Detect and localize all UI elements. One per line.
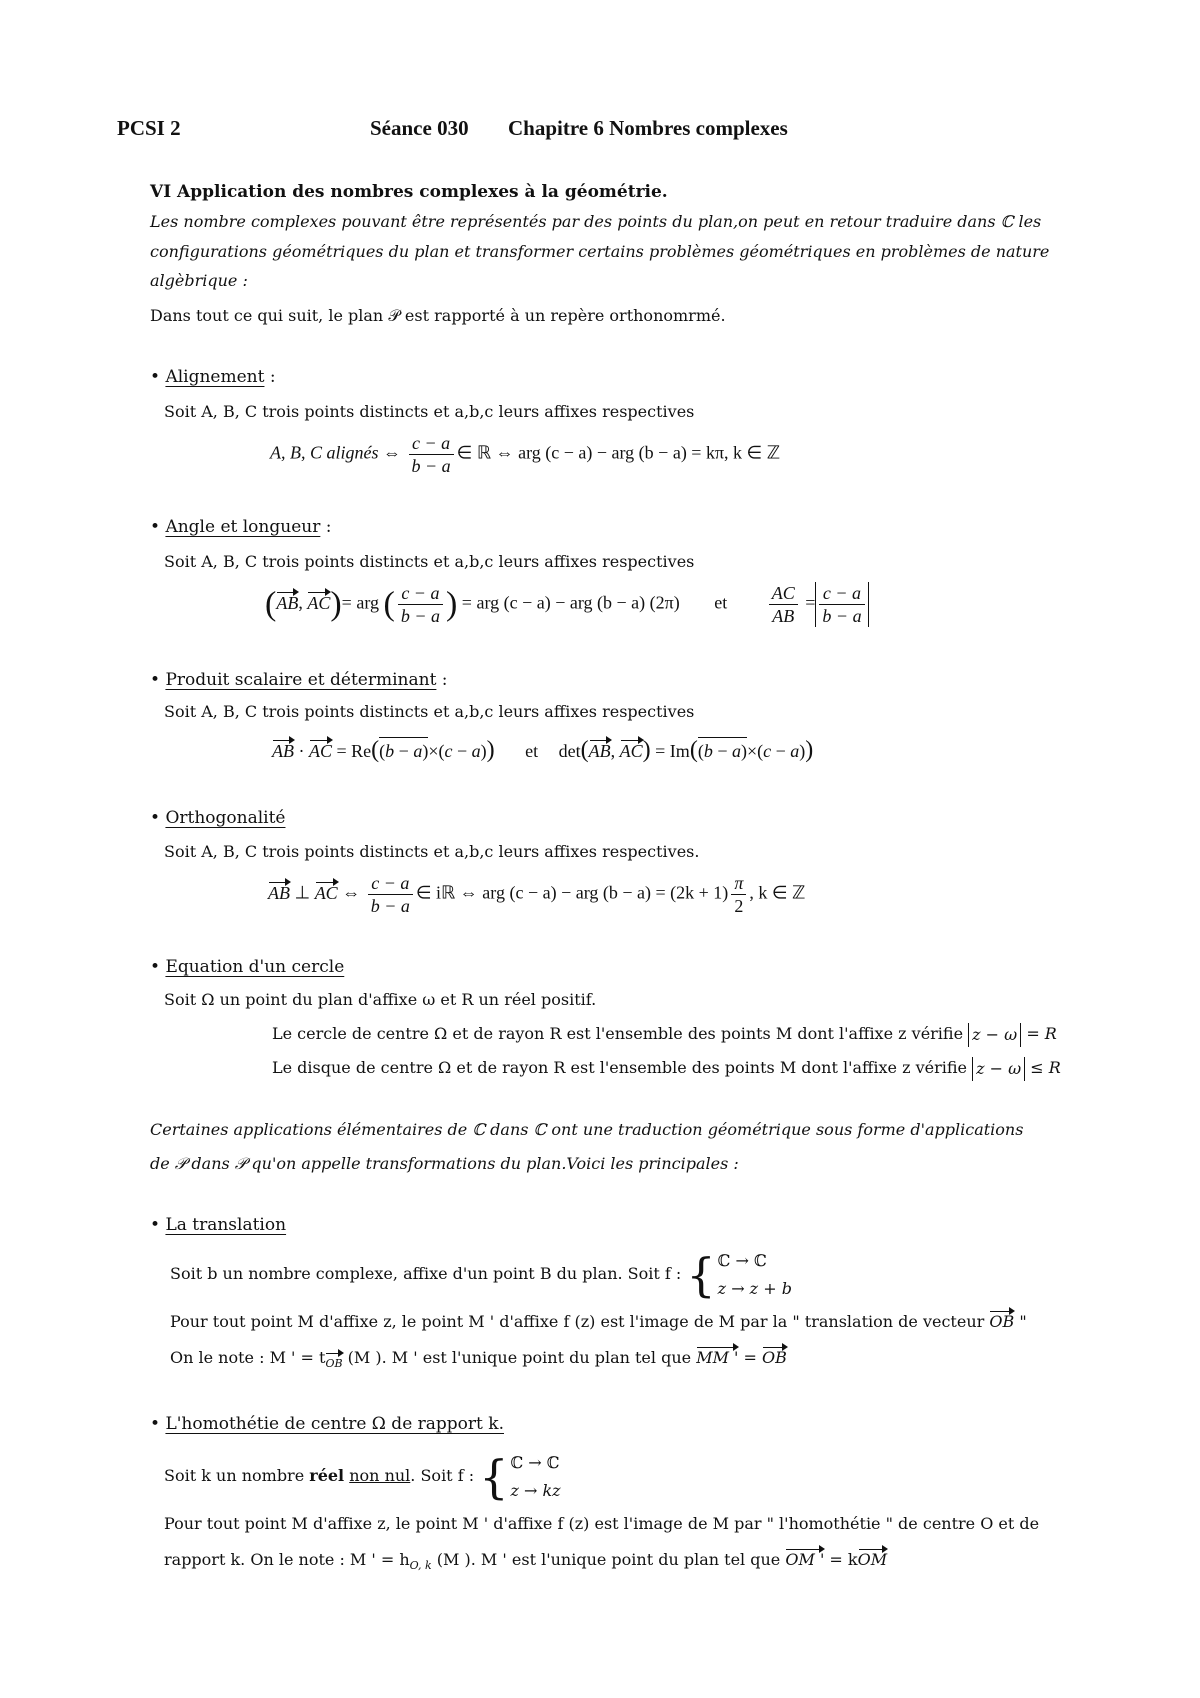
item-homothetie: • L'homothétie de centre Ω de rapport k. — [150, 1414, 504, 1434]
note-a: rapport k. On le note : M ' = h — [164, 1550, 410, 1569]
modulus — [815, 582, 868, 627]
pi-den: 2 — [734, 896, 744, 916]
frac-den: b − a — [822, 606, 862, 626]
frac-den: b − a — [400, 606, 440, 626]
et-label: et — [714, 592, 728, 613]
re-label: = Re — [332, 741, 372, 761]
cercle-text: Le cercle de centre Ω et de rayon R est l'ensemble des points M dont l'affixe z vérifie — [272, 1024, 964, 1043]
translation-image — [170, 1310, 1027, 1334]
angle-hypothesis: Soit A, B, C trois points distincts et a,b,c leurs affixes respectives — [164, 552, 695, 571]
cercle-definition — [272, 1022, 1057, 1047]
ratio-fraction — [769, 582, 798, 627]
ratio-num: AC — [769, 582, 798, 605]
frac-num: c − a — [819, 582, 864, 605]
item-alignement: • Alignement : — [150, 367, 276, 387]
disque-le: ≤ R — [1030, 1058, 1061, 1077]
frac-den: b − a — [411, 456, 451, 476]
note-b: (M ). M ' est l'unique point du plan tel que — [342, 1348, 697, 1367]
intro-line-3: algèbrique : — [150, 271, 248, 290]
case-1: ℂ → ℂ — [510, 1452, 560, 1472]
frac-num: c − a — [409, 432, 454, 455]
item-angle: • Angle et longueur : — [150, 517, 332, 537]
vector-ob: OB — [762, 1346, 787, 1370]
disque-definition — [272, 1056, 1061, 1081]
vector-mm: MM ' — [696, 1346, 738, 1370]
align-right: ∈ ℝ ⇔ arg (c − a) − arg (b − a) = kπ, k ∈ ℤ — [456, 442, 781, 463]
frame-statement: Dans tout ce qui suit, le plan 𝒫 est rapporté à un repère orthonomrmé. — [150, 306, 726, 325]
modulus: z − ω — [972, 1057, 1025, 1081]
frac-num: c − a — [368, 872, 413, 895]
eq: = — [738, 1348, 763, 1367]
item-translation: • La translation — [150, 1215, 287, 1235]
vector-ob: OB — [989, 1310, 1014, 1334]
homothetie-image: Pour tout point M d'affixe z, le point M ' d'affixe f (z) est l'image de M par " l'homothétie " de centre O et de — [164, 1514, 1040, 1533]
align-left: A, B, C alignés ⇔ — [270, 442, 406, 463]
homothetie-soit-f: . Soit f : — [410, 1466, 475, 1485]
transform-line-2: de 𝒫 dans 𝒫 qu'on appelle transformations du plan.Voici les principales : — [150, 1154, 739, 1173]
item-ortho-label: Orthogonalité — [165, 808, 286, 828]
item-alignement-label: Alignement — [165, 367, 265, 387]
section-title: VI Application des nombres complexes à la géométrie. — [150, 182, 668, 202]
item-cercle: • Equation d'un cercle — [150, 957, 345, 977]
et-label: et — [525, 741, 539, 761]
case-2: z → kz — [510, 1480, 561, 1500]
pi-num: π — [731, 872, 746, 895]
ortho-formula: AB ⊥ AC ⇔ $\frac{c - a}{b - a}$ ∈ iℝ ⇔ arg (c − a) − arg (b − a) = (2k + 1) $\frac{\pi}{2}$ , k ∈ ℤ — [268, 873, 806, 916]
det-label: det — [558, 741, 581, 761]
im-label: = Im — [650, 741, 690, 761]
disque-text: Le disque de centre Ω et de rayon R est l'ensemble des points M dont l'affixe z vérifie — [272, 1058, 968, 1077]
seance-label: Séance 030 — [370, 116, 469, 140]
intro-line-1: Les nombre complexes pouvant être représentés par des points du plan,on peut en retour traduire dans ℂ les — [150, 212, 1042, 231]
vector-om: OM — [858, 1548, 888, 1572]
item-angle-label: Angle et longueur — [165, 517, 321, 537]
alignement-formula — [270, 432, 780, 477]
fraction — [409, 432, 454, 477]
item-cercle-label: Equation d'un cercle — [165, 957, 345, 977]
produit-hypothesis: Soit A, B, C trois points distincts et a,b,c leurs affixes respectives — [164, 702, 695, 721]
fraction — [398, 582, 443, 627]
homothetie-soit: Soit k un nombre — [164, 1466, 310, 1485]
angle-right: = arg (c − a) − arg (b − a) (2π) — [461, 592, 680, 613]
alignement-hypothesis: Soit A, B, C trois points distincts et a,b,c leurs affixes respectives — [164, 402, 695, 421]
ortho-hypothesis: Soit A, B, C trois points distincts et a,b,c leurs affixes respectives. — [164, 842, 700, 861]
note-a: On le note : M ' = t — [170, 1348, 326, 1367]
note-b: (M ). M ' est l'unique point du plan tel que — [431, 1550, 786, 1569]
item-ortho: • Orthogonalité — [150, 808, 286, 828]
sub-vector-ob: OB — [325, 1352, 342, 1376]
homothetie-definition: Soit k un nombre réel non nul. Soit f : { ℂ → ℂ z → kz — [164, 1449, 561, 1504]
chapter-title: Chapitre 6 Nombres complexes — [508, 116, 788, 140]
non-nul-word: non nul — [349, 1466, 411, 1485]
eq-k: = k — [824, 1550, 858, 1569]
homothetie-note — [164, 1548, 887, 1578]
cercle-eq: = R — [1026, 1024, 1057, 1043]
angle-mid: = arg — [341, 592, 384, 613]
subscript-ok: O, k — [409, 1559, 432, 1572]
case-1: ℂ → ℂ — [717, 1250, 767, 1270]
item-homothetie-label: L'homothétie de centre Ω de rapport k. — [165, 1414, 504, 1434]
translation-tout: Pour tout point M d'affixe z, le point M ' d'affixe f (z) est l'image de M par la " translation de vecteur — [170, 1312, 985, 1331]
frac-den: b − a — [370, 896, 410, 916]
fraction — [368, 872, 413, 917]
translation-soit: Soit b un nombre complexe, affixe d'un point B du plan. Soit f : — [170, 1264, 682, 1283]
course-label: PCSI 2 — [117, 116, 181, 140]
case-2: z → z + b — [717, 1278, 792, 1298]
item-translation-label: La translation — [165, 1215, 287, 1235]
vector-om-prime: OM ' — [785, 1548, 824, 1572]
ortho-end: , k ∈ ℤ — [749, 882, 806, 903]
quote: " — [1014, 1312, 1027, 1331]
item-produit-label: Produit scalaire et déterminant — [165, 670, 437, 690]
translation-definition: Soit b un nombre complexe, affixe d'un point B du plan. Soit f : { ℂ → ℂ z → z + b — [170, 1247, 792, 1302]
item-produit: • Produit scalaire et déterminant : — [150, 670, 448, 690]
modulus: z − ω — [968, 1023, 1021, 1047]
produit-formula: AB · AC = Re((b − a)×(c − a)) et det(AB, AC) = Im((b − a)×(c − a)) — [272, 737, 814, 763]
transform-line-1: Certaines applications élémentaires de ℂ dans ℂ ont une traduction géométrique sous forme d'applications — [150, 1120, 1024, 1139]
ortho-right: ∈ iℝ ⇔ arg (c − a) − arg (b − a) = (2k + 1) — [415, 882, 729, 903]
angle-formula: (AB, AC)= arg ( $\frac{c - a}{b - a}$ ) = arg (c − a) − arg (b − a) (2π) et $\frac{AC}{AB}$ = $\frac{c - a}{b - a}$ — [265, 582, 869, 627]
cercle-hypothesis: Soit Ω un point du plan d'affixe ω et R un réel positif. — [164, 990, 597, 1009]
ratio-den: AB — [772, 606, 795, 626]
frac-num: c − a — [398, 582, 443, 605]
reel-word: réel — [309, 1466, 345, 1485]
intro-line-2: configurations géométriques du plan et transformer certains problèmes géométriques en problèmes de nature — [150, 242, 1050, 261]
translation-note — [170, 1346, 787, 1376]
pi-fraction — [731, 872, 746, 917]
